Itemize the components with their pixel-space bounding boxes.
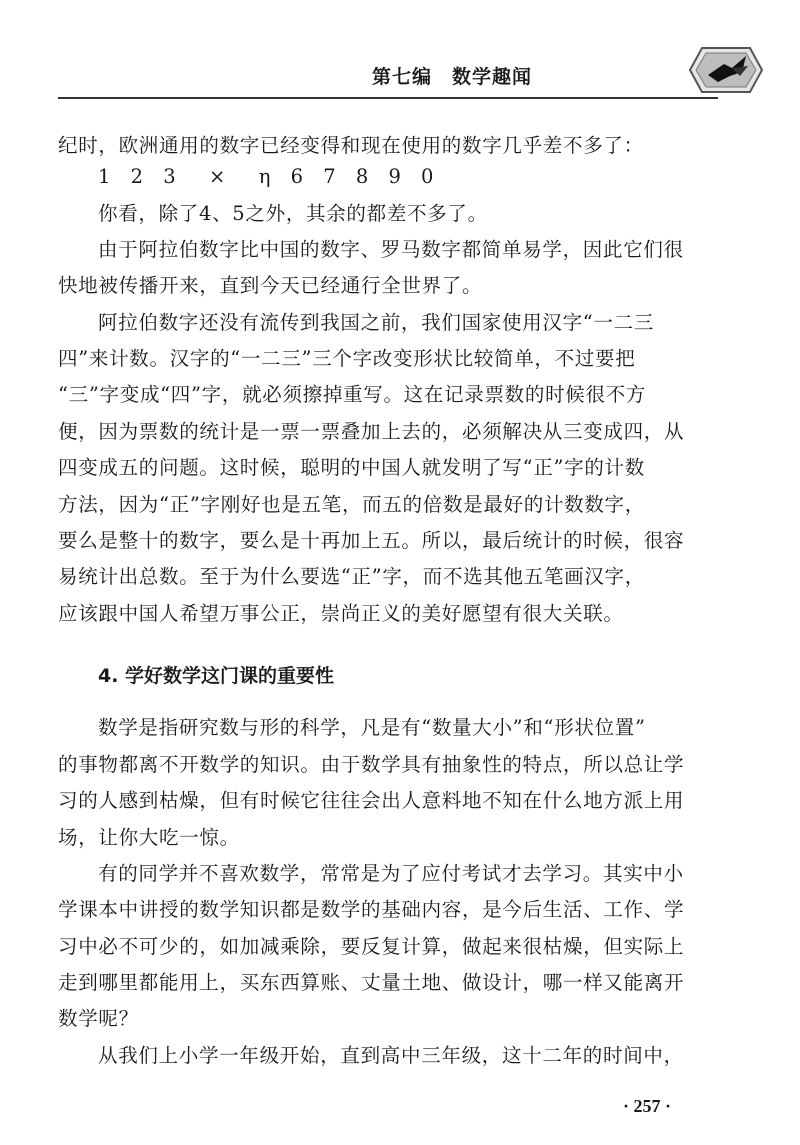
body-line: 你看，除了4、5之外，其余的都差不多了。 [98, 202, 488, 225]
body-line: 数学是指研究数与形的科学，凡是有“数量大小”和“形状位置” [98, 716, 646, 739]
body-line: 有的同学并不喜欢数学，常常是为了应付考试才去学习。其实中小 [98, 862, 684, 885]
section-heading: 4. 学好数学这门课的重要性 [98, 665, 335, 687]
numeral-sample-line: 1 2 3 × η 6 7 8 9 0 [98, 165, 441, 188]
body-line: 数学呢？ [58, 1007, 139, 1030]
hexagon-badge-icon [688, 42, 764, 98]
body-line: 四”来计数。汉字的“一二三”三个字改变形状比较简单，不过要把 [58, 347, 636, 370]
body-line: 要么是整十的数字，要么是十再加上五。所以，最后统计的时候，很容 [58, 529, 685, 552]
body-line: 走到哪里都能用上，买东西算账、丈量土地、做设计，哪一样又能离开 [58, 971, 685, 994]
body-line: 学课本中讲授的数学知识都是数学的基础内容，是今后生活、工作、学 [58, 898, 685, 921]
body-line: 易统计出总数。至于为什么要选“正”字，而不选其他五笔画汉字， [58, 565, 645, 588]
body-line: 的事物都离不开数学的知识。由于数学具有抽象性的特点，所以总让学 [58, 753, 685, 776]
body-line: 从我们上小学一年级开始，直到高中三年级，这十二年的时间中， [98, 1044, 684, 1067]
header-rule [58, 97, 718, 99]
body-line: 习的人感到枯燥，但有时候它往往会出人意料地不知在什么地方派上用 [58, 789, 685, 812]
body-line: 由于阿拉伯数字比中国的数字、罗马数字都简单易学，因此它们很 [98, 238, 684, 261]
body-line: 便，因为票数的统计是一票一票叠加上去的，必须解决从三变成四，从 [58, 420, 685, 443]
running-header-title: 第七编 数学趣闻 [372, 66, 533, 88]
body-line: 应该跟中国人希望万事公正，崇尚正义的美好愿望有很大关联。 [58, 602, 624, 625]
body-line: 方法，因为“正”字刚好也是五笔，而五的倍数是最好的计数数字， [58, 493, 645, 516]
body-line: 阿拉伯数字还没有流传到我国之前，我们国家使用汉字“一二三 [98, 311, 655, 334]
page-number: · 257 · [623, 1096, 672, 1116]
body-line: 场，让你大吃一惊。 [58, 826, 240, 849]
body-line: “三”字变成“四”字，就必须擦掉重写。这在记录票数的时候很不方 [58, 383, 647, 406]
body-line: 纪时，欧洲通用的数字已经变得和现在使用的数字几乎差不多了： [58, 134, 644, 157]
body-line: 四变成五的问题。这时候，聪明的中国人就发明了写“正”字的计数 [58, 456, 645, 479]
body-line: 快地被传播开来，直到今天已经通行全世界了。 [58, 274, 483, 297]
body-line: 习中必不可少的，如加减乘除，要反复计算，做起来很枯燥，但实际上 [58, 935, 685, 958]
